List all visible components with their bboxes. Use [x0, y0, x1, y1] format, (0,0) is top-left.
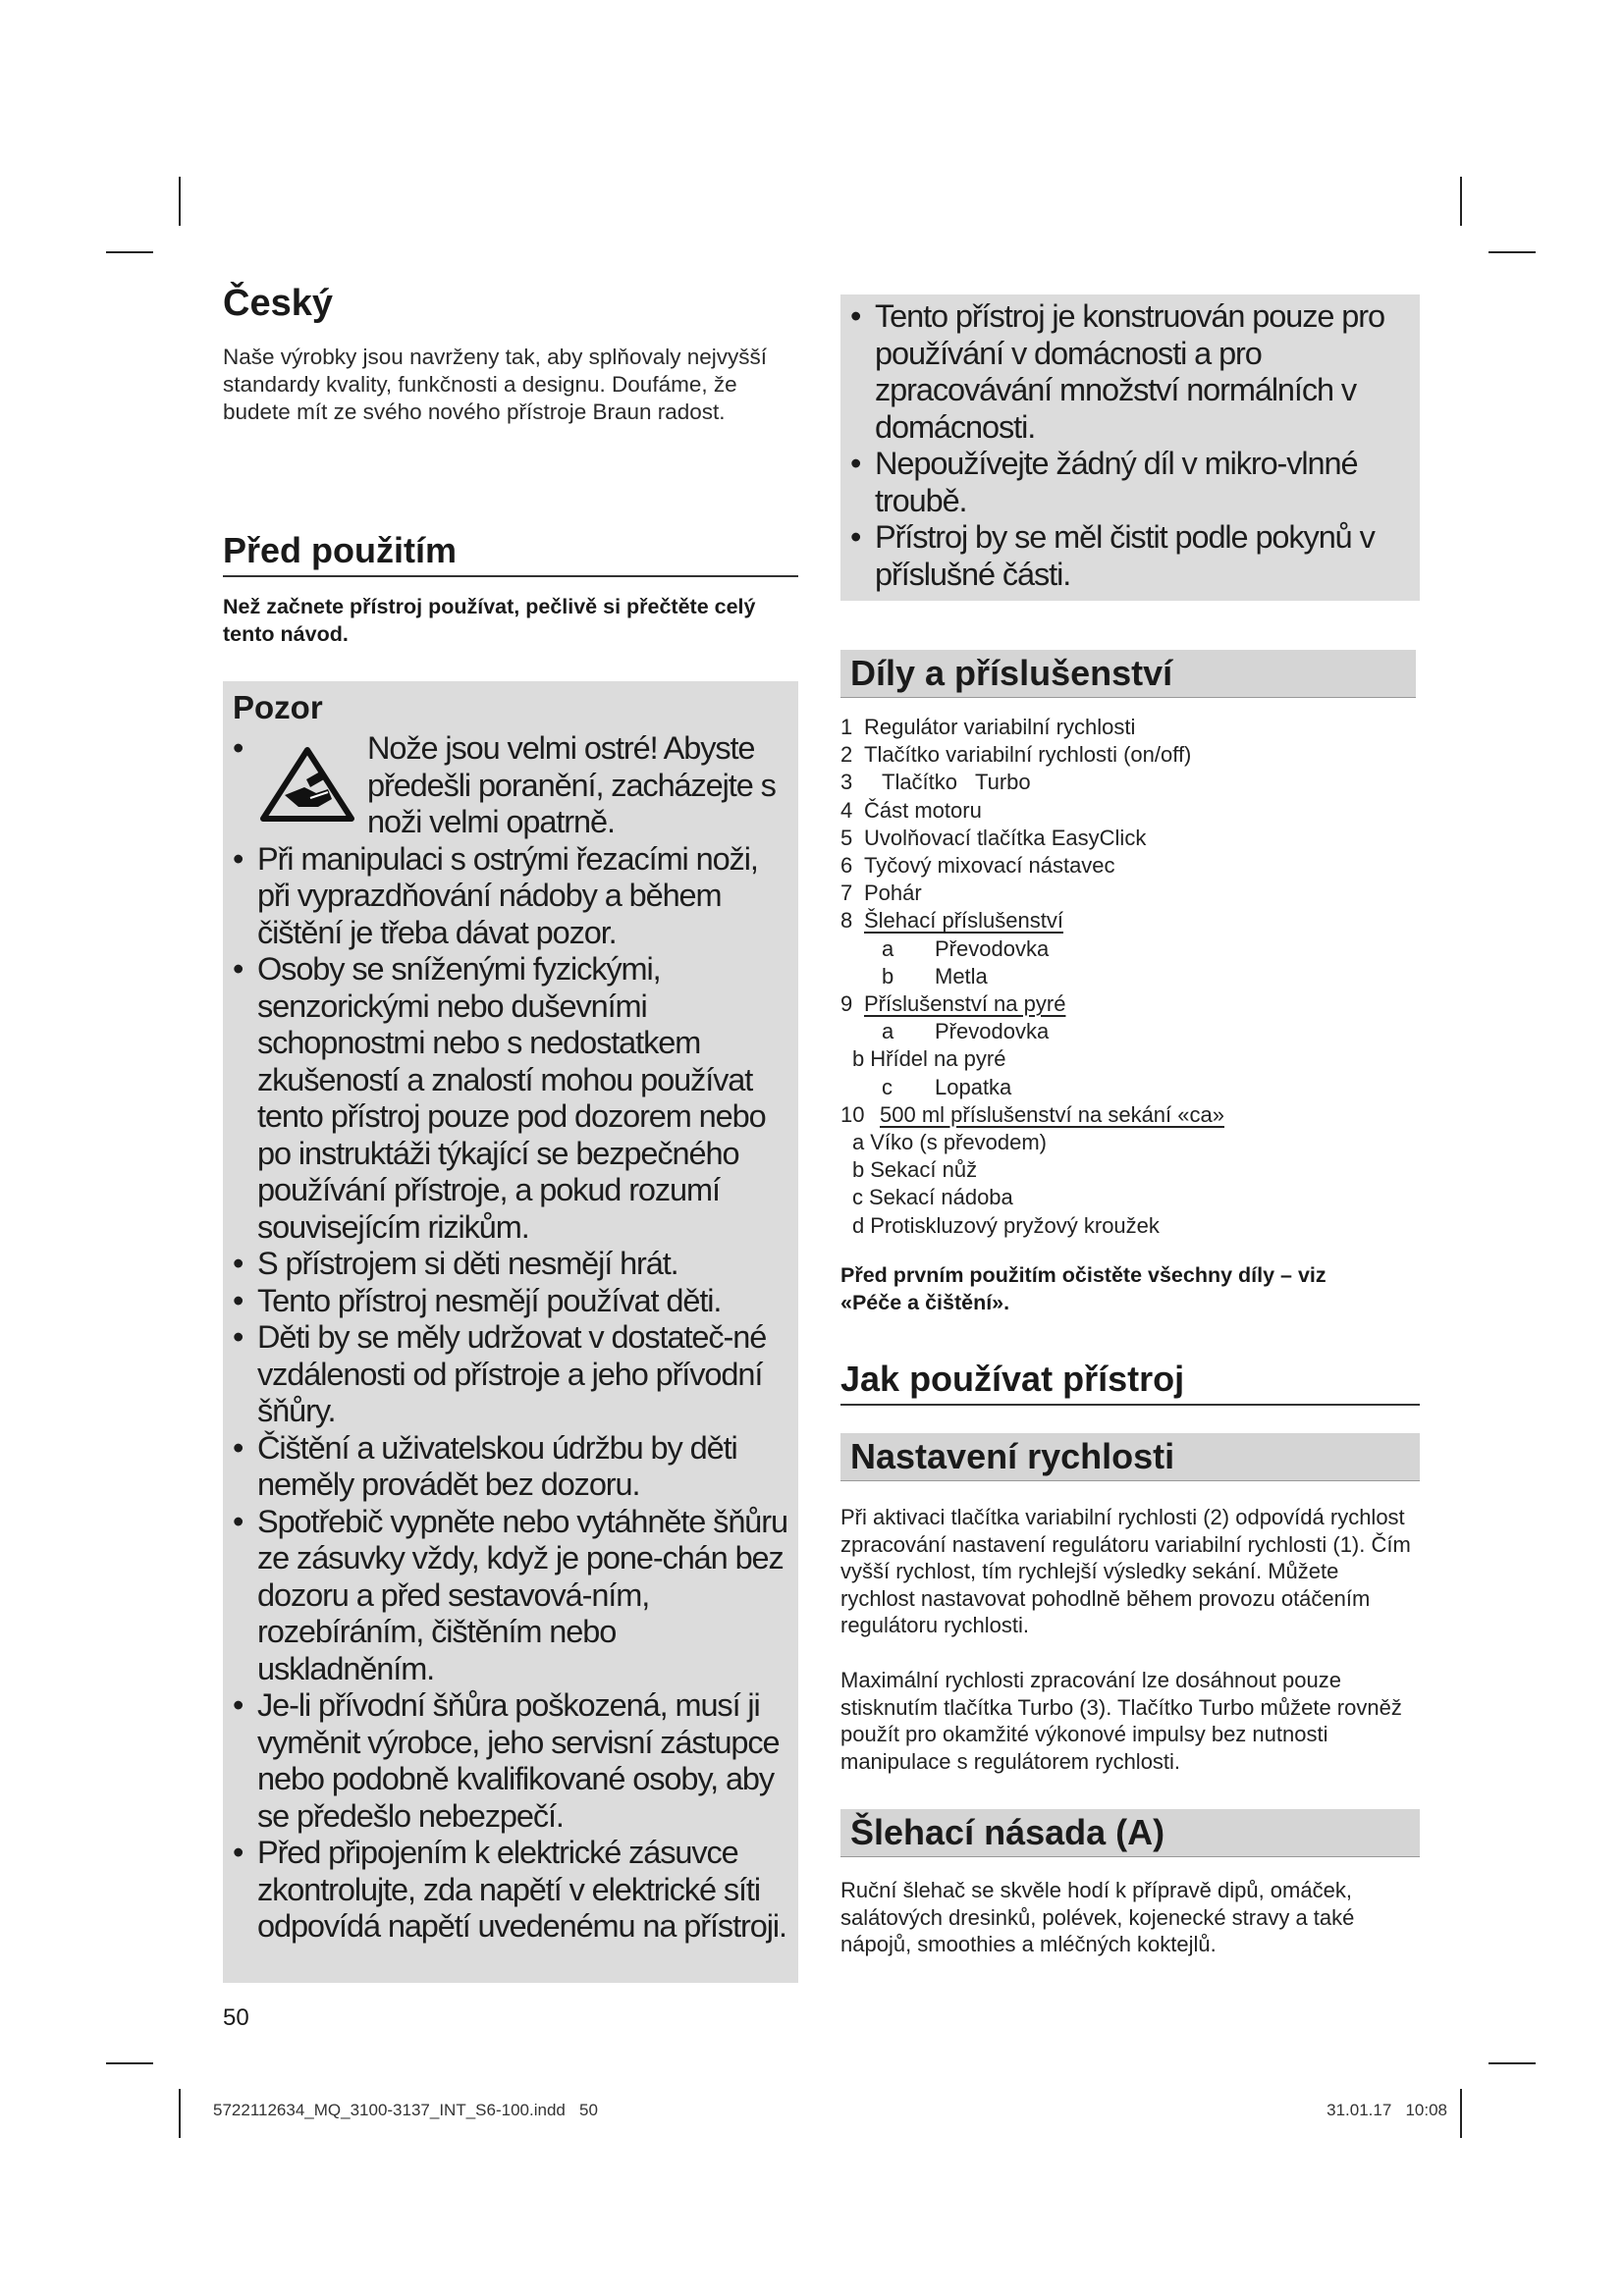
list-item: [233, 841, 790, 952]
crop-mark: [179, 177, 181, 226]
footer-datetime: 31.01.17 10:08: [1326, 2101, 1447, 2119]
list-item: 3 Tlačítko Turbo: [840, 770, 1031, 795]
speed-text-turbo: Maximální rychlosti zpracování lze dosáhnout pouze stisknutím tlačítka Turbo (3). Tlačítko Turbo můžete rovněž použít pro okamžité výkonové impulsy bez nutnosti manipulace s regulátorem rychlosti.: [840, 1668, 1402, 1774]
list-item: c Lopatka: [882, 1074, 1012, 1099]
list-item: 8 Šlehací příslušenství: [840, 908, 1063, 934]
hand-blade-warning-icon: [259, 744, 355, 823]
list-item: 10 500 ml příslušenství na sekání «ca»: [840, 1101, 1224, 1127]
warning-text: Je-li přívodní šňůra poškozená, musí ji vyměnit výrobce, jeho servisní zástupce nebo podobně kvalifikované osoby, aby se předešlo nebezpečí.: [257, 1687, 780, 1834]
warning-text: S přístrojem si děti nesmějí hrát.: [257, 1246, 678, 1281]
warning-text: Spotřebič vypněte nebo vytáhněte šňůru ze zásuvky vždy, když je pone-chán bez dozoru a před sestavová-ním, rozebíráním, čištěním nebo uskladněním.: [257, 1503, 787, 1686]
speed-text: Při aktivaci tlačítka variabilní rychlosti (2) odpovídá rychlost zpracování nastavení regulátoru variabilní rychlosti (1). Čím vyšší rychlost, tím rychlejší výsledky sekání. Můžete rychlost nastavovat pohodlně během provozu otáčením regulátoru rychlosti.: [840, 1505, 1411, 1638]
list-item: [233, 730, 790, 841]
language-heading: Český: [223, 283, 333, 324]
crop-mark: [1489, 2062, 1536, 2064]
crop-mark: [106, 251, 153, 253]
list-item: [233, 1283, 790, 1320]
crop-mark: [1489, 251, 1536, 253]
speed-heading: Nastavení rychlosti: [840, 1433, 1420, 1481]
parts-heading: Díly a příslušenství: [840, 650, 1416, 698]
list-item: 5 Uvolňovací tlačítka EasyClick: [840, 825, 1147, 850]
warning-text: Tento přístroj nesmějí používat děti.: [257, 1282, 722, 1318]
list-item: b Metla: [882, 963, 988, 988]
list-item: [233, 951, 790, 1246]
intro-text: Naše výrobky jsou navrženy tak, aby splňovaly nejvyšší standardy kvality, funkčnosti a designu. Doufáme, že budete mít ze svého nového přístroje Braun radost.: [223, 345, 767, 424]
warning-box-continued: [840, 294, 1420, 601]
clean-note: Před prvním použitím očistěte všechny díly – viz «Péče a čištění».: [840, 1263, 1326, 1314]
list-item: c Sekací nádoba: [852, 1185, 1013, 1210]
list-item: [850, 298, 1412, 446]
whisk-heading: Šlehací násada (A): [840, 1809, 1420, 1857]
crop-mark: [1460, 177, 1462, 226]
list-item: 7 Pohár: [840, 881, 922, 906]
warning-list: [850, 298, 1412, 593]
page-number: 50: [223, 2004, 249, 2031]
list-item: a Převodovka: [882, 1019, 1050, 1044]
warning-text: Osoby se sníženými fyzickými, senzorickými nebo duševními schopnostmi nebo s nedostatkem zkušeností a znalostí mohou používat tento přístroj pouze pod dozorem nebo po instruktáži týkající se bezpečného používání přístroje, a pokud rozumí souvisejícím rizikům.: [257, 951, 766, 1245]
list-item: [850, 446, 1412, 519]
before-use-heading: Před použitím: [223, 530, 798, 577]
warning-text: Při manipulaci s ostrými řezacími noži, při vyprazdňování nádoby a během čištění je třeba dávat pozor.: [257, 840, 758, 950]
list-item: 2 Tlačítko variabilní rychlosti (on/off): [840, 742, 1192, 768]
list-item: 6 Tyčový mixovací nástavec: [840, 853, 1115, 879]
warning-box: [223, 681, 798, 1983]
list-item: [233, 1246, 790, 1283]
warning-text: Nepoužívejte žádný díl v mikro-vlnné troubě.: [875, 446, 1358, 518]
warning-text: Děti by se měly udržovat v dostateč-né vzdálenosti od přístroje a jeho přívodní šňůry.: [257, 1319, 767, 1428]
how-to-use-heading: Jak používat přístroj: [840, 1359, 1420, 1406]
warning-text: Čištění a uživatelskou údržbu by děti neměly provádět bez dozoru.: [257, 1429, 737, 1502]
warning-text: • Nože jsou velmi ostré! Abyste předešli poranění, zacházejte s noži velmi opatrně.: [367, 730, 776, 839]
crop-mark: [106, 2062, 153, 2064]
list-item: [233, 1504, 790, 1688]
footer-file: 5722112634_MQ_3100-3137_INT_S6-100.indd 50: [213, 2101, 598, 2119]
warning-list: [233, 730, 790, 1946]
crop-mark: [1460, 2089, 1462, 2138]
before-use-note: Než začnete přístroj používat, pečlivě si přečtěte celý tento návod.: [223, 595, 756, 646]
list-item: [233, 1835, 790, 1946]
list-item: 1 Regulátor variabilní rychlosti: [840, 715, 1136, 739]
warning-text: Tento přístroj je konstruován pouze pro používání v domácnosti a pro zpracovávání množství normálních v domácnosti.: [875, 298, 1384, 445]
crop-mark: [179, 2089, 181, 2138]
list-item: b Sekací nůž: [852, 1157, 978, 1183]
list-item: b Hřídel na pyré: [852, 1046, 1006, 1072]
list-item: d Protiskluzový pryžový kroužek: [852, 1212, 1160, 1238]
warning-text: Před připojením k elektrické zásuvce zkontrolujte, zda napětí v elektrické síti odpovídá napětí uvedenému na přístroji.: [257, 1835, 786, 1944]
list-item: 9 Příslušenství na pyré: [840, 991, 1066, 1017]
list-item: a Převodovka: [882, 935, 1050, 961]
whisk-text: Ruční šlehač se skvěle hodí k přípravě dipů, omáček, salátových dresinků, polévek, kojenecké stravy a také nápojů, smoothies a mléčných koktejlů.: [840, 1878, 1355, 1957]
parts-list: [840, 714, 1416, 1240]
list-item: [233, 1319, 790, 1430]
list-item: [233, 1687, 790, 1835]
list-item: 4 Část motoru: [840, 797, 982, 823]
list-item: a Víko (s převodem): [852, 1130, 1047, 1155]
warning-text: Přístroj by se měl čistit podle pokynů v příslušné části.: [875, 519, 1375, 592]
list-item: [233, 1430, 790, 1504]
list-item: [850, 519, 1412, 593]
warning-title: Pozor: [233, 689, 323, 725]
